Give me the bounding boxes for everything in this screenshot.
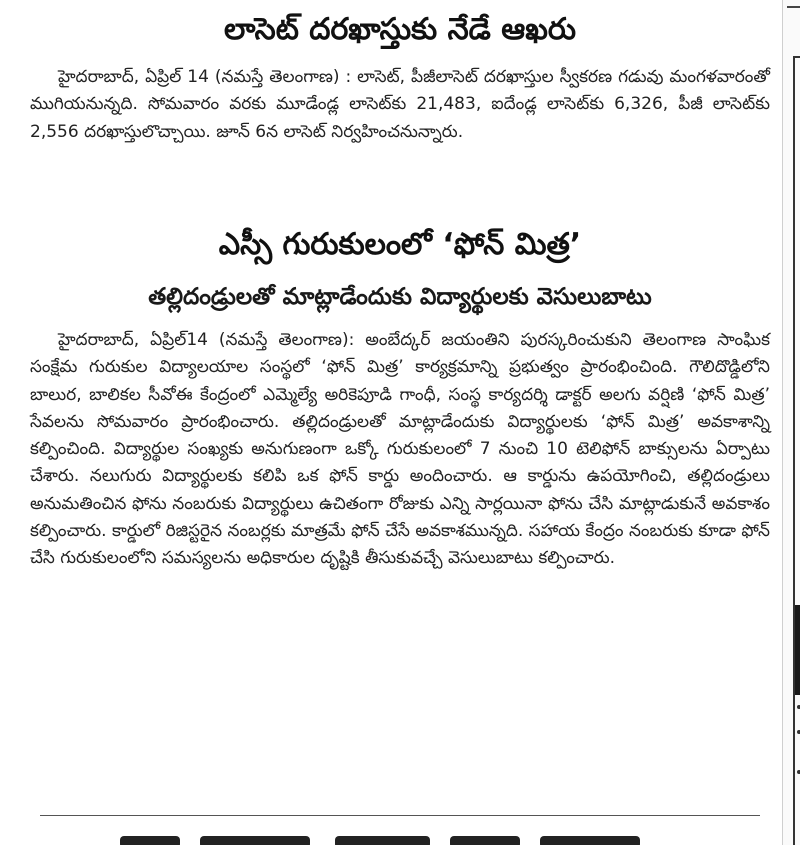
article-body: హైదరాబాద్, ఏప్రిల్ 14 (నమస్తే తెలంగాణ) : లాసెట్, పీజీలాసెట్ దరఖాస్తుల స్వీకరణ గడువు మంగళవారంతో ముగియనున్నది. సోమవారం వరకు మూడేండ్ల లాసెట్‌కు 21,483, ఐదేండ్ల లాసెట్‌కు 6,326, పీజీ లాసెట్‌కు 2,556 దరఖాస్తులొచ్చాయి. జూన్ 6న లాసెట్ నిర్వహించనున్నారు. — [30, 67, 770, 142]
cropped-next-headline — [120, 826, 650, 845]
adjacent-column-edge — [782, 0, 800, 845]
adjacent-frame — [793, 56, 800, 845]
article-phone-mitra — [30, 225, 770, 573]
edge-mark — [787, 6, 800, 8]
section-divider — [40, 815, 760, 816]
article-subheadline: తల్లిదండ్రులతో మాట్లాడేందుకు విద్యార్థులకు వెసులుబాటు — [148, 284, 652, 310]
article-body: హైదరాబాద్, ఏప్రిల్14 (నమస్తే తెలంగాణ): అంబేద్కర్ జయంతిని పురస్కరించుకుని తెలంగాణ సాంఘిక సంక్షేమ గురుకుల విద్యాలయాల సంస్థలో ‘ఫోన్ మిత్ర’ కార్యక్రమాన్ని ప్రభుత్వం ప్రారంభించింది. గౌలిదొడ్డిలోని బాలుర, బాలికల సీవోఈ కేంద్రంలో ఎమ్మెల్యే అరికెపూడి గాంధీ, సంస్థ కార్యదర్శి డాక్టర్ అలగు వర్షిణి ‘ఫోన్ మిత్ర’ సేవలను సోమవారం ప్రారంభించారు. తల్లిదండ్రులతో మాట్లాడేందుకు విద్యార్థులకు ‘ఫోన్ మిత్ర’ అవకాశాన్ని కల్పించింది. విద్యార్థుల సంఖ్యకు అనుగుణంగా ఒక్కో గురుకులంలో 7 నుంచి 10 టెలిఫోన్ బాక్సులను ఏర్పాటు చేశారు. నలుగురు విద్యార్థులకు కలిపి ఒక ఫోన్ కార్డు అందించారు. ఆ కార్డును ఉపయోగించి, తల్లిదండ్రులు అనుమతించిన ఫోను నంబరుకు విద్యార్థులు ఉచితంగా రోజుకు ఎన్ని సార్లయినా ఫోను చేసి మాట్లాడుకునే అవకాశం కల్పించారు. కార్డులో రిజిస్టరైన నంబర్లకు మాత్రమే ఫోన్ చేసే అవకాశమున్నది. సహాయ కేంద్రం నంబరుకు కూడా ఫోన్ చేసి గురుకులంలోని సమస్యలను అధికారుల దృష్టికి తీసుకువచ్చే వెసులుబాటు కల్పించారు. — [30, 330, 770, 569]
adjacent-dark-block — [795, 605, 800, 695]
article-headline: లాసెట్ దరఖాస్తుకు నేడే ఆఖరు — [223, 12, 577, 47]
article-headline: ఎస్సీ గురుకులంలో ‘ఫోన్ మిత్ర’ — [218, 227, 582, 262]
article-lawcet — [30, 10, 770, 146]
